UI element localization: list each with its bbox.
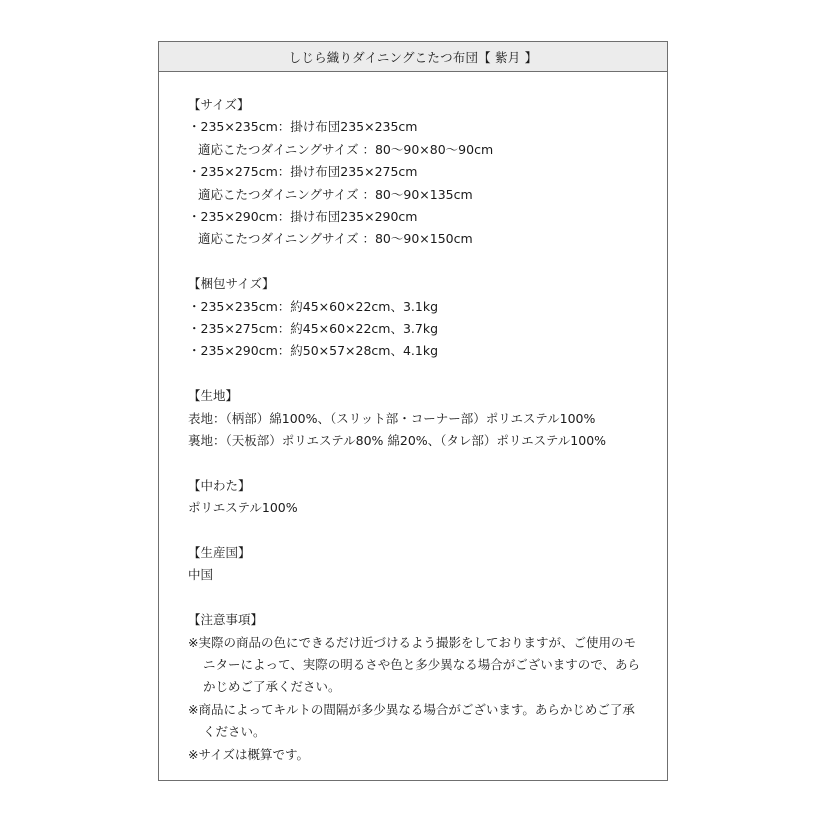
note-item: ※サイズは概算です。 <box>188 746 309 762</box>
section-package-size <box>188 273 647 363</box>
spec-line: ・235×275cm：約45×60×22cm、3.7kg <box>188 321 439 337</box>
section-heading: 【サイズ】 <box>188 97 250 112</box>
section-notes <box>188 609 647 766</box>
spec-line: ポリエステル100% <box>188 500 298 516</box>
spec-line: ・235×275cm：掛け布団235×275cm <box>188 164 418 180</box>
spec-line: 表地：（柄部）綿100%、（スリット部・コーナー部）ポリエステル100% <box>188 410 596 426</box>
spec-line: ・235×290cm：掛け布団235×290cm <box>188 209 418 225</box>
section-heading: 【中わた】 <box>188 477 251 493</box>
spec-line: 適応こたつダイニングサイズ ：80～90×150cm <box>198 231 473 247</box>
spec-line: 中国 <box>188 567 214 583</box>
spec-line: 適応こたつダイニングサイズ ：80～90×80～90cm <box>198 141 494 157</box>
section-fabric <box>188 385 647 452</box>
section-country <box>188 542 647 587</box>
spec-line: ・235×235cm：掛け布団235×235cm <box>188 119 418 135</box>
spec-line: 裏地：（天板部）ポリエステル80% 綿20%、（タレ部）ポリエステル100% <box>188 433 607 449</box>
section-heading: 【生地】 <box>188 388 239 404</box>
product-title: しじら織りダイニングこたつ布団【 紫月 】 <box>159 42 667 72</box>
note-item: ※商品によってキルトの間隔が多少異なる場合がございます。あらかじめご了承ください。 <box>188 701 635 740</box>
section-filling <box>188 475 647 520</box>
spec-line: ・235×290cm：約50×57×28cm、4.1kg <box>188 343 439 359</box>
spec-line: 適応こたつダイニングサイズ ：80～90×135cm <box>198 186 473 202</box>
spec-line: ・235×235cm：約45×60×22cm、3.1kg <box>188 298 439 314</box>
spec-body <box>188 94 647 766</box>
section-size <box>188 94 647 251</box>
section-heading: 【注意事項】 <box>188 612 264 628</box>
note-item: ※実際の商品の色にできるだけ近づけるよう撮影をしておりますが、ご使用のモニターによって、実際の明るさや色と多少異なる場合がございますので、あらかじめご了承ください。 <box>188 634 641 695</box>
spec-table <box>158 41 668 781</box>
section-heading: 【生産国】 <box>188 545 251 561</box>
section-heading: 【梱包サイズ】 <box>188 276 275 292</box>
